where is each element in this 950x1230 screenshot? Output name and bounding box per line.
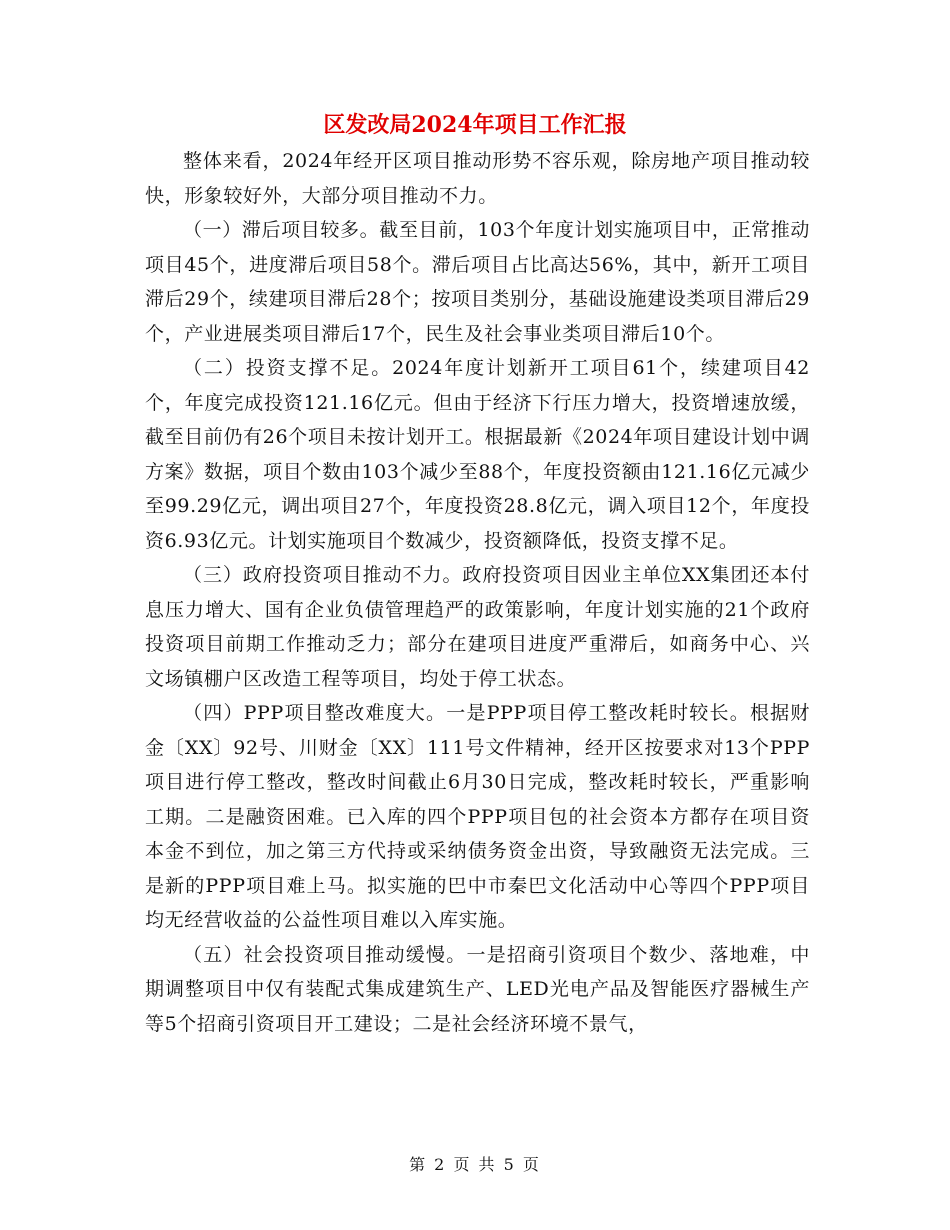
paragraph-intro: 整体来看，2024年经开区项目推动形势不容乐观，除房地产项目推动较快，形象较好外，大部分项目推动不力。 — [145, 150, 810, 207]
paragraph-government-investment: （三）政府投资项目推动不力。政府投资项目因业主单位XX集团还本付息压力增大、国有企业负债管理趋严的政策影响，年度计划实施的21个政府投资项目前期工作推动乏力；部分在建项目进度严重滞后，如商务中心、兴文场镇棚户区改造工程等项目，均处于停工状态。 — [145, 564, 810, 690]
paragraph-investment-support: （二）投资支撑不足。2024年度计划新开工项目61个，续建项目42个，年度完成投资121.16亿元。但由于经济下行压力增大，投资增速放缓，截至目前仍有26个项目未按计划开工。根据最新《2024年项目建设计划中调方案》数据，项目个数由103个减少至88个，年度投资额由121.16亿元减少至99.29亿元，调出项目27个，年度投资28.8亿元，调入项目12个，年度投资6.93亿元。计划实施项目个数减少，投资额降低，投资支撑不足。 — [145, 357, 810, 552]
page-number-footer: 第 2 页 共 5 页 — [409, 1155, 541, 1174]
paragraph-ppp-rectification: （四）PPP项目整改难度大。一是PPP项目停工整改耗时较长。根据财金〔XX〕92号、川财金〔XX〕111号文件精神，经开区按要求对13个PPP项目进行停工整改，整改时间截止6月30日完成，整改耗时较长，严重影响工期。二是融资困难。已入库的四个PPP项目包的社会资本方都存在项目资本金不到位，加之第三方代持或采纳债务资金出资，导致融资无法完成。三是新的PPP项目难上马。拟实施的巴中市秦巴文化活动中心等四个PPP项目均无经营收益的公益性项目难以入库实施。 — [145, 702, 810, 931]
document-title: 区发改局2024年项目工作汇报 — [323, 112, 627, 138]
paragraph-social-investment: （五）社会投资项目推动缓慢。一是招商引资项目个数少、落地难，中期调整项目中仅有装配式集成建筑生产、LED光电产品及智能医疗器械生产等5个招商引资项目开工建设；二是社会经济环境不景气， — [145, 943, 810, 1035]
document-body — [145, 144, 810, 1041]
paragraph-lagging-projects: （一）滞后项目较多。截至目前，103个年度计划实施项目中，正常推动项目45个，进度滞后项目58个。滞后项目占比高达56%，其中，新开工项目滞后29个，续建项目滞后28个；按项目类别分，基础设施建设类项目滞后29个，产业进展类项目滞后17个，民生及社会事业类项目滞后10个。 — [145, 219, 810, 345]
